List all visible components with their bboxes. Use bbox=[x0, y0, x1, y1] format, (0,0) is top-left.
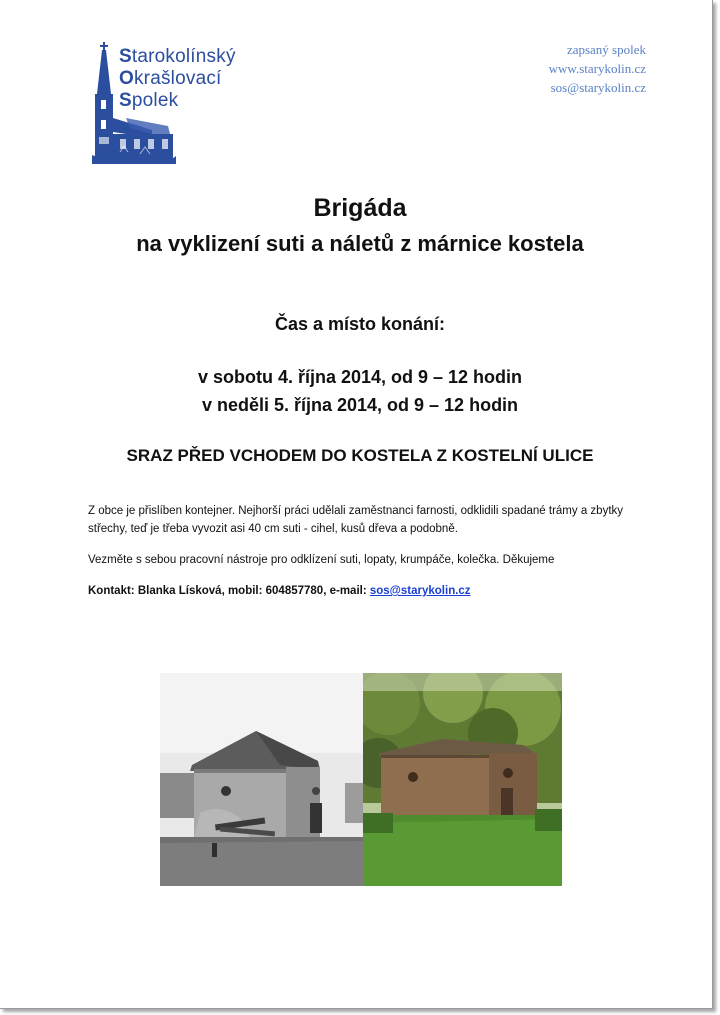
logo-text-line2: Okrašlovací bbox=[119, 68, 222, 89]
contact-label: Kontakt: Blanka Lísková, mobil: 604857780, e-mail: bbox=[88, 585, 370, 597]
header-status: zapsaný spolek bbox=[566, 42, 646, 57]
page-title: Brigáda bbox=[313, 194, 407, 222]
info-paragraph: Z obce je přislíben kontejner. Nejhorší práci udělali zaměstnanci farnosti, odklidili spadané trámy a zbytky střechy, teď je třeba vyvozit asi 40 cm suti - cihel, kusů dřeva a podobně. bbox=[88, 505, 624, 535]
contact-email-link[interactable]: sos@starykolin.cz bbox=[369, 585, 471, 597]
logo-text-line3: Spolek bbox=[119, 90, 179, 111]
event-date-2: v neděli 5. října 2014, od 9 – 12 hodin bbox=[201, 395, 519, 415]
chapel-photo-color bbox=[363, 673, 562, 886]
chapel-photo-bw bbox=[160, 673, 363, 886]
meeting-point: SRAZ PŘED VCHODEM DO KOSTELA Z KOSTELNÍ ULICE bbox=[126, 446, 594, 465]
event-date-1: v sobotu 4. října 2014, od 9 – 12 hodin bbox=[197, 367, 523, 387]
contact-line bbox=[88, 582, 628, 600]
tools-paragraph: Vezměte s sebou pracovní nástroje pro odklízení suti, lopaty, krumpáče, kolečka. Děkujeme bbox=[88, 554, 555, 566]
header-email: sos@starykolin.cz bbox=[550, 80, 646, 95]
header-website: www.starykolin.cz bbox=[548, 61, 646, 76]
page-subtitle: na vyklizení suti a náletů z márnice kostela bbox=[136, 231, 584, 256]
event-heading: Čas a místo konání: bbox=[274, 314, 446, 334]
header-contact bbox=[549, 40, 646, 97]
logo-text-line1: Starokolínský bbox=[119, 46, 236, 67]
organization-logo bbox=[90, 42, 290, 167]
